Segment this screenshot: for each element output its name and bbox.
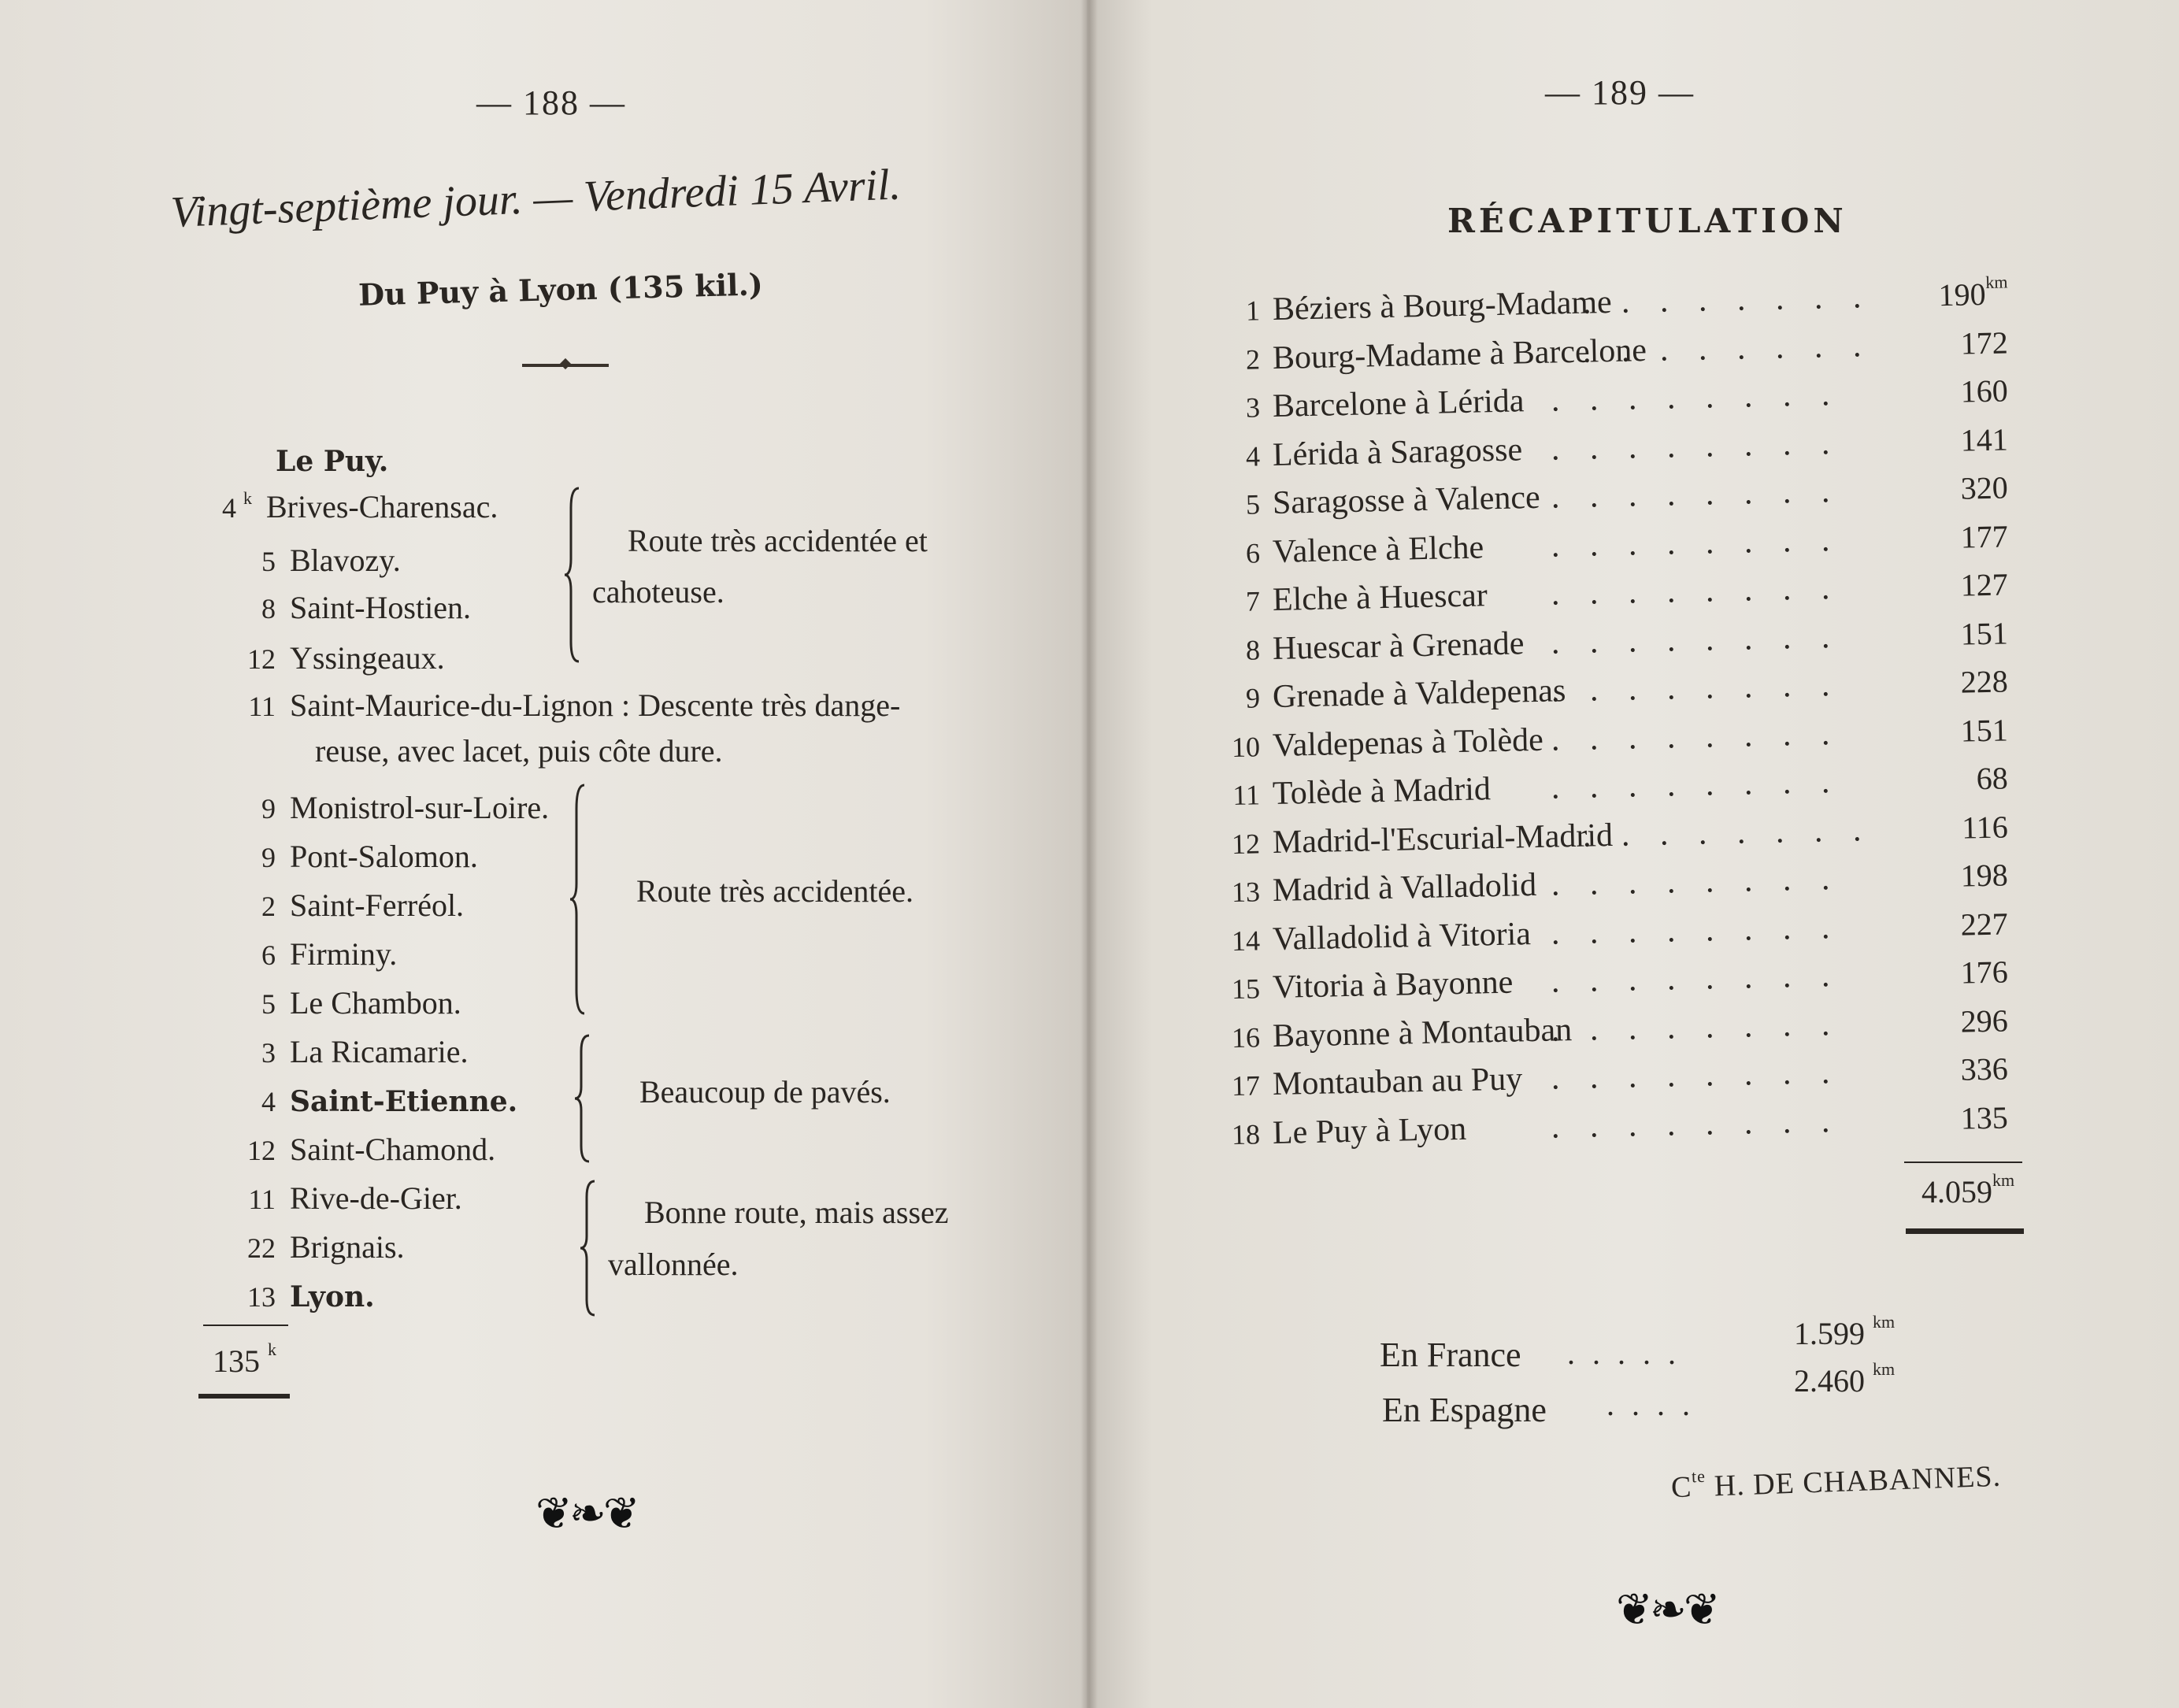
- route-note-1-line2: cahoteuse.: [592, 574, 724, 609]
- recap-row-dots: . . . . . . . .: [1582, 279, 1873, 321]
- recap-row-number: 9: [1245, 682, 1261, 714]
- recap-row-km: 296: [1960, 1002, 2009, 1039]
- spain-dots: ....: [1606, 1387, 1707, 1422]
- spain-km: 2.460 $^{km}$: [1794, 1359, 1896, 1399]
- recap-row-dots: . . . . . . . .: [1551, 376, 1841, 419]
- recap-row-number: 11: [1232, 779, 1261, 812]
- left-fleuron-ornament: ❦❧❦: [535, 1490, 637, 1539]
- stage-row: 5 Le Chambon.: [261, 985, 461, 1021]
- stage-row: 3 La Ricamarie.: [261, 1034, 469, 1069]
- stage-row: 5 Blavozy.: [261, 543, 401, 578]
- recap-row-route: Bayonne à Montauban: [1272, 1011, 1573, 1054]
- recap-row-km: 151: [1960, 614, 2009, 652]
- recap-row-dots: . . . . . . . .: [1551, 763, 1841, 806]
- recap-row-km: 227: [1960, 905, 2009, 943]
- recap-row-route: Tolède à Madrid: [1272, 771, 1492, 812]
- recap-row-number: 10: [1231, 730, 1261, 763]
- recap-row-km: 116: [1961, 808, 2009, 846]
- recap-row-km: 68: [1976, 760, 2009, 797]
- recap-row-km: 172: [1960, 324, 2009, 361]
- recap-row-number: 6: [1245, 536, 1261, 569]
- recap-total: $4.059^{km}$: [1921, 1170, 2015, 1210]
- recap-row-dots: . . . . . . . .: [1582, 327, 1873, 370]
- total-rule-thick: [198, 1394, 290, 1399]
- recap-row-route: Madrid-l'Escurial-Madrid: [1272, 817, 1614, 861]
- recap-row-number: 17: [1231, 1069, 1261, 1102]
- right-page-number: — 189 —: [1545, 73, 1695, 112]
- stage-row-continuation: reuse, avec lacet, puis côte dure.: [315, 733, 723, 769]
- recap-row-number: 8: [1245, 633, 1261, 666]
- recap-row-dots: . . . . . . . .: [1582, 811, 1873, 854]
- recap-row-route: Saragosse à Valence: [1272, 479, 1541, 521]
- recap-row-km: 336: [1960, 1050, 2009, 1087]
- stage-row: 12 Yssingeaux.: [247, 640, 445, 676]
- spain-label: En Espagne: [1382, 1391, 1547, 1429]
- recap-total-rule-thin: [1904, 1162, 2022, 1163]
- recap-row-number: 5: [1245, 488, 1261, 521]
- route-note-1-line1: Route très accidentée et: [628, 523, 928, 558]
- recap-row-km: 127: [1960, 566, 2009, 603]
- recap-row-dots: . . . . . . . .: [1551, 569, 1841, 613]
- day-title: Vingt-septième jour. — Vendredi 15 Avril.: [169, 160, 902, 238]
- recap-row-route: Vitoria à Bayonne: [1272, 964, 1514, 1006]
- brace-4: [579, 1177, 610, 1319]
- recap-row-route: Huescar à Grenade: [1272, 624, 1525, 667]
- recap-row-km: 177: [1960, 517, 2009, 555]
- recap-row-number: 14: [1231, 924, 1261, 957]
- brace-1: [563, 484, 595, 665]
- recap-row-dots: . . . . . . . .: [1551, 472, 1841, 516]
- recap-row-km: 135: [1960, 1099, 2009, 1136]
- recap-row-dots: . . . . . . . .: [1551, 957, 1841, 1000]
- recap-row-km: 320: [1960, 469, 2009, 506]
- recap-row-dots: . . . . . . . .: [1551, 909, 1841, 952]
- right-fleuron-ornament: ❦❧❦: [1616, 1586, 1718, 1635]
- recap-row-number: 2: [1245, 343, 1261, 376]
- recap-row-route: Valdepenas à Tolède: [1272, 721, 1544, 764]
- recap-row-km: 176: [1960, 954, 2009, 991]
- stage-row: 11 Rive-de-Gier.: [248, 1180, 462, 1216]
- stage-row: 2 Saint-Ferréol.: [261, 887, 465, 923]
- stage-row: 22 Brignais.: [247, 1229, 405, 1265]
- france-dots: .....: [1567, 1336, 1693, 1371]
- recap-row-route: Le Puy à Lyon: [1272, 1110, 1467, 1151]
- recap-row-route: Bourg-Madame à Barcelone: [1272, 332, 1647, 376]
- recap-row-dots: . . . . . . . .: [1551, 1102, 1841, 1146]
- recap-row-km: 151: [1960, 711, 2009, 749]
- recap-row-number: 7: [1245, 585, 1261, 617]
- stage-row: 4 Saint-Etienne.: [261, 1085, 518, 1118]
- stage-row: 9 Pont-Salomon.: [261, 839, 478, 874]
- stage-row: 4 $^k$ Brives-Charensac.: [222, 488, 498, 524]
- recap-row-km: 198: [1960, 857, 2009, 894]
- recap-row-number: 15: [1231, 973, 1261, 1006]
- recap-row-dots: . . . . . . . .: [1551, 1054, 1841, 1097]
- recap-row-number: 3: [1245, 391, 1261, 424]
- book-gutter: [1080, 0, 1098, 1708]
- france-km: 1.599 $^{km}$: [1794, 1312, 1896, 1351]
- recap-row-number: 1: [1245, 295, 1261, 327]
- recap-row-dots: . . . . . . . .: [1551, 521, 1841, 565]
- route-note-3: Beaucoup de pavés.: [639, 1074, 891, 1110]
- recap-row-number: 4: [1245, 439, 1261, 472]
- stage-row: 9 Monistrol-sur-Loire.: [261, 790, 550, 825]
- recap-row-route: Grenade à Valdepenas: [1272, 672, 1566, 715]
- left-page: [0, 0, 1087, 1708]
- route-note-4-line2: vallonnée.: [608, 1247, 739, 1282]
- recap-total-rule-thick: [1906, 1228, 2024, 1234]
- left-page-number: — 188 —: [476, 83, 626, 122]
- recap-row-km: 141: [1960, 421, 2009, 458]
- route-note-4-line1: Bonne route, mais assez: [644, 1195, 949, 1230]
- recap-row-dots: . . . . . . . .: [1551, 860, 1841, 903]
- recap-row-route: Elche à Huescar: [1272, 577, 1488, 618]
- signature: $C^{te}$ H. DE CHABANNES.: [1670, 1459, 2002, 1505]
- brace-3: [573, 1032, 605, 1165]
- left-total: 135 $^k$: [213, 1339, 276, 1379]
- recap-row-route: Barcelone à Lérida: [1272, 383, 1525, 424]
- recap-row-route: Montauban au Puy: [1272, 1061, 1523, 1102]
- day-subtitle: Du Puy à Lyon (135 kil.): [358, 266, 764, 313]
- recap-row-dots: . . . . . . . .: [1551, 424, 1841, 468]
- france-label: En France: [1380, 1336, 1521, 1374]
- recap-row-route: Madrid à Valladolid: [1272, 866, 1537, 909]
- stage-row: 11 Saint-Maurice-du-Lignon : Descente très dange-: [248, 687, 901, 723]
- recap-row-number: 18: [1231, 1117, 1261, 1150]
- recap-row-dots: . . . . . . . .: [1551, 1006, 1841, 1049]
- stage-row: 8 Saint-Hostien.: [261, 590, 471, 625]
- stage-row: 13 Lyon.: [247, 1280, 375, 1313]
- recap-row-number: 12: [1231, 827, 1261, 860]
- recap-row-km: 160: [1960, 372, 2009, 409]
- recap-row-dots: . . . . . . . .: [1551, 715, 1841, 758]
- brace-2: [569, 781, 600, 1017]
- start-place: Le Puy.: [276, 445, 389, 478]
- recap-row-route: Béziers à Bourg-Madame: [1272, 283, 1613, 328]
- recap-row-route: Valence à Elche: [1272, 528, 1484, 570]
- recap-row-km: 228: [1960, 663, 2009, 700]
- route-note-2: Route très accidentée.: [636, 873, 914, 909]
- recap-row-km: $190^{km}$: [1938, 272, 2008, 313]
- recap-title: RÉCAPITULATION: [1447, 202, 1847, 240]
- recap-row-dots: . . . . . . . .: [1551, 666, 1841, 710]
- total-rule-thin: [203, 1325, 288, 1326]
- recap-row-number: 16: [1231, 1021, 1261, 1054]
- title-ornament: [522, 364, 609, 367]
- stage-row: 12 Saint-Chamond.: [247, 1132, 496, 1167]
- recap-row-route: Lérida à Saragosse: [1272, 431, 1523, 473]
- recap-row-route: Valladolid à Vitoria: [1272, 915, 1532, 958]
- recap-row-number: 13: [1231, 876, 1261, 909]
- stage-row: 6 Firminy.: [261, 936, 398, 972]
- recap-row-dots: . . . . . . . .: [1551, 618, 1841, 661]
